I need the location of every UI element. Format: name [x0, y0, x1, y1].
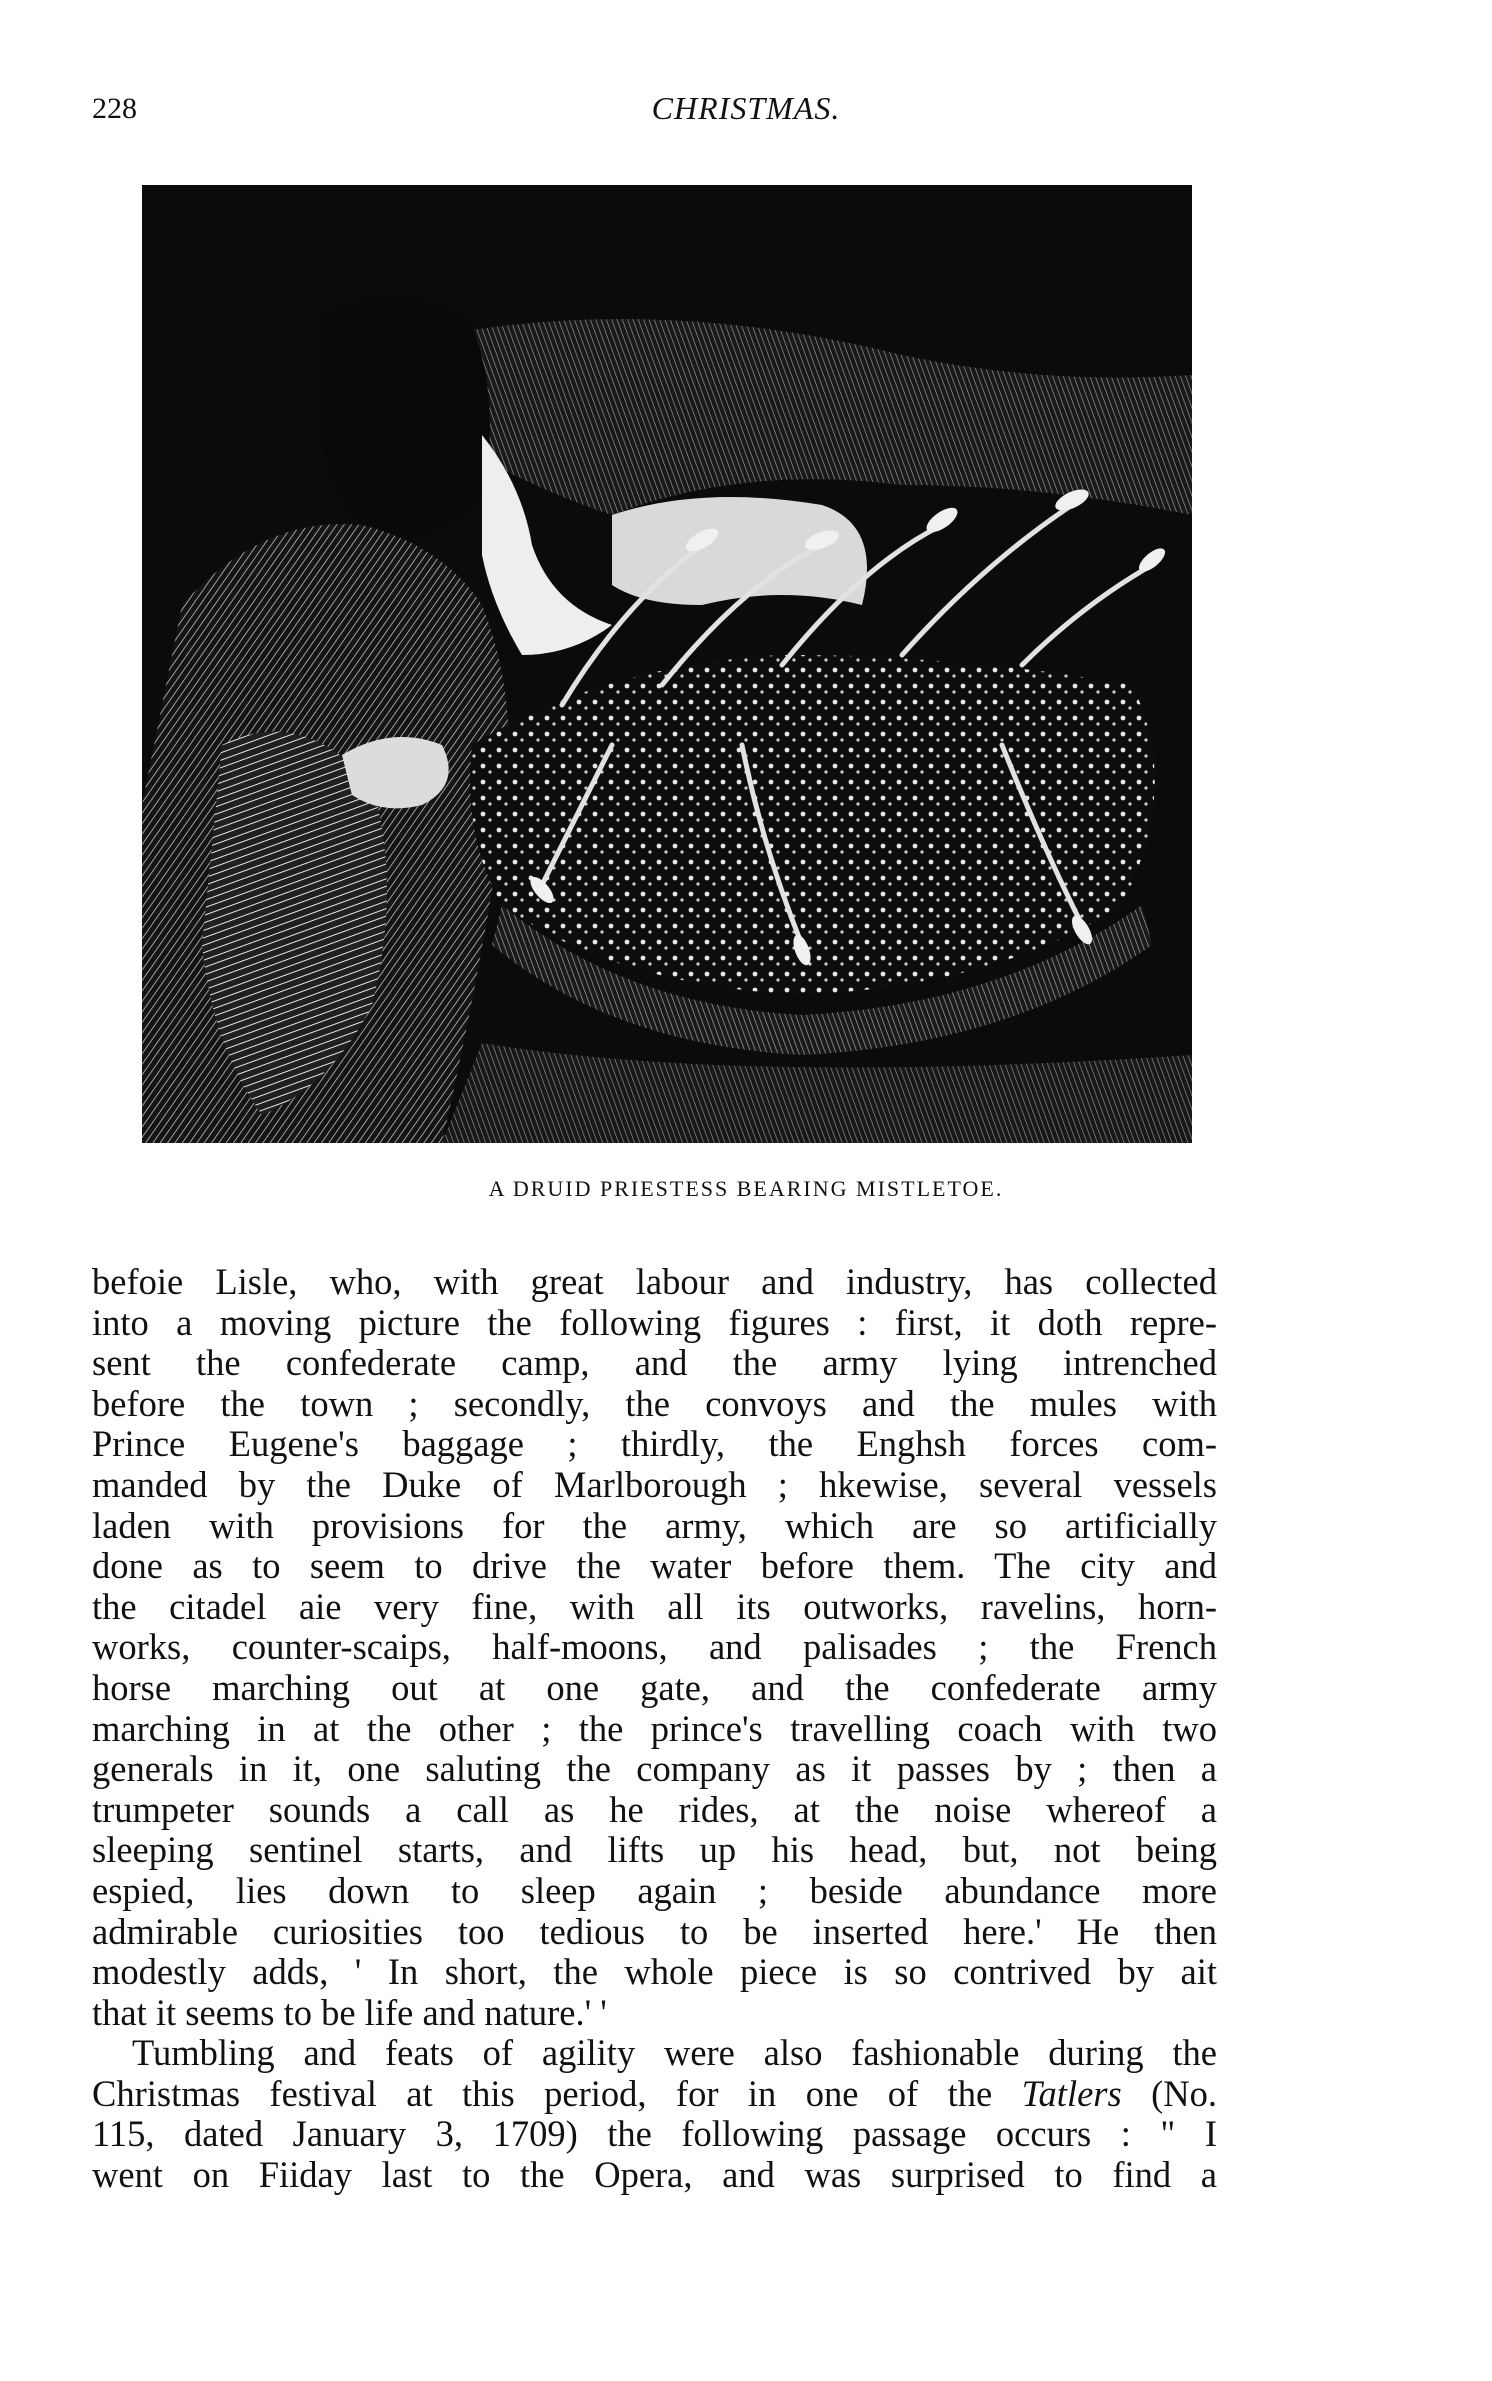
- text-line: manded by the Duke of Marlborough ; hkewise, several vessels: [92, 1463, 1217, 1505]
- text-line: Prince Eugene's baggage ; thirdly, the Enghsh forces com-: [92, 1423, 1217, 1465]
- figure-caption: A DRUID PRIESTESS BEARING MISTLETOE.: [488, 1176, 1004, 1201]
- text-line: that it seems to be life and nature.' ': [92, 1991, 607, 2033]
- text-line: modestly adds, ' In short, the whole piece is so contrived by ait: [92, 1951, 1217, 1993]
- text-fragment: (No.: [1151, 2072, 1217, 2114]
- text-line: before the town ; secondly, the convoys and the mules with: [92, 1382, 1217, 1424]
- text-line: espied, lies down to sleep again ; beside abundance more: [92, 1869, 1217, 1911]
- text-line: the citadel aie very fine, with all its outworks, ravelins, horn-: [92, 1585, 1217, 1627]
- text-line: admirable curiosities too tedious to be inserted here.' He then: [92, 1910, 1217, 1952]
- text-line: Tumbling and feats of agility were also fashionable during the: [132, 2032, 1217, 2074]
- page-number: 228: [92, 92, 137, 125]
- engraving-illustration: [142, 185, 1192, 1143]
- italic-title-tatlers: Tatlers: [1021, 2072, 1122, 2114]
- text-line: generals in it, one saluting the company as it passes by ; then a: [92, 1748, 1217, 1790]
- text-line: sleeping sentinel starts, and lifts up his head, but, not being: [92, 1829, 1217, 1871]
- text-line: marching in at the other ; the prince's travelling coach with two: [92, 1707, 1217, 1749]
- text-line: befoie Lisle, who, with great labour and industry, has collected: [92, 1261, 1217, 1302]
- text-line: went on Fiiday last to the Opera, and was surprised to find a: [92, 2154, 1217, 2196]
- text-line: trumpeter sounds a call as he rides, at the noise whereof a: [92, 1788, 1217, 1830]
- running-title: CHRISTMAS.: [651, 90, 841, 126]
- text-line: [92, 2074, 1217, 2115]
- body-text: [92, 1262, 1217, 2196]
- text-line: 115, dated January 3, 1709) the following passage occurs : " I: [92, 2113, 1217, 2155]
- text-line: done as to seem to drive the water before them. The city and: [92, 1545, 1217, 1587]
- text-line: sent the confederate camp, and the army lying intrenched: [92, 1342, 1217, 1384]
- text-line: works, counter-scaips, half-moons, and palisades ; the French: [92, 1626, 1217, 1668]
- engraving-druid-priestess: [142, 185, 1192, 1143]
- text-line: into a moving picture the following figures : first, it doth repre-: [92, 1301, 1217, 1343]
- text-fragment: Christmas festival at this period, for in one of the: [92, 2072, 993, 2114]
- text-line: laden with provisions for the army, which are so artificially: [92, 1504, 1217, 1546]
- text-line: horse marching out at one gate, and the confederate army: [92, 1666, 1217, 1708]
